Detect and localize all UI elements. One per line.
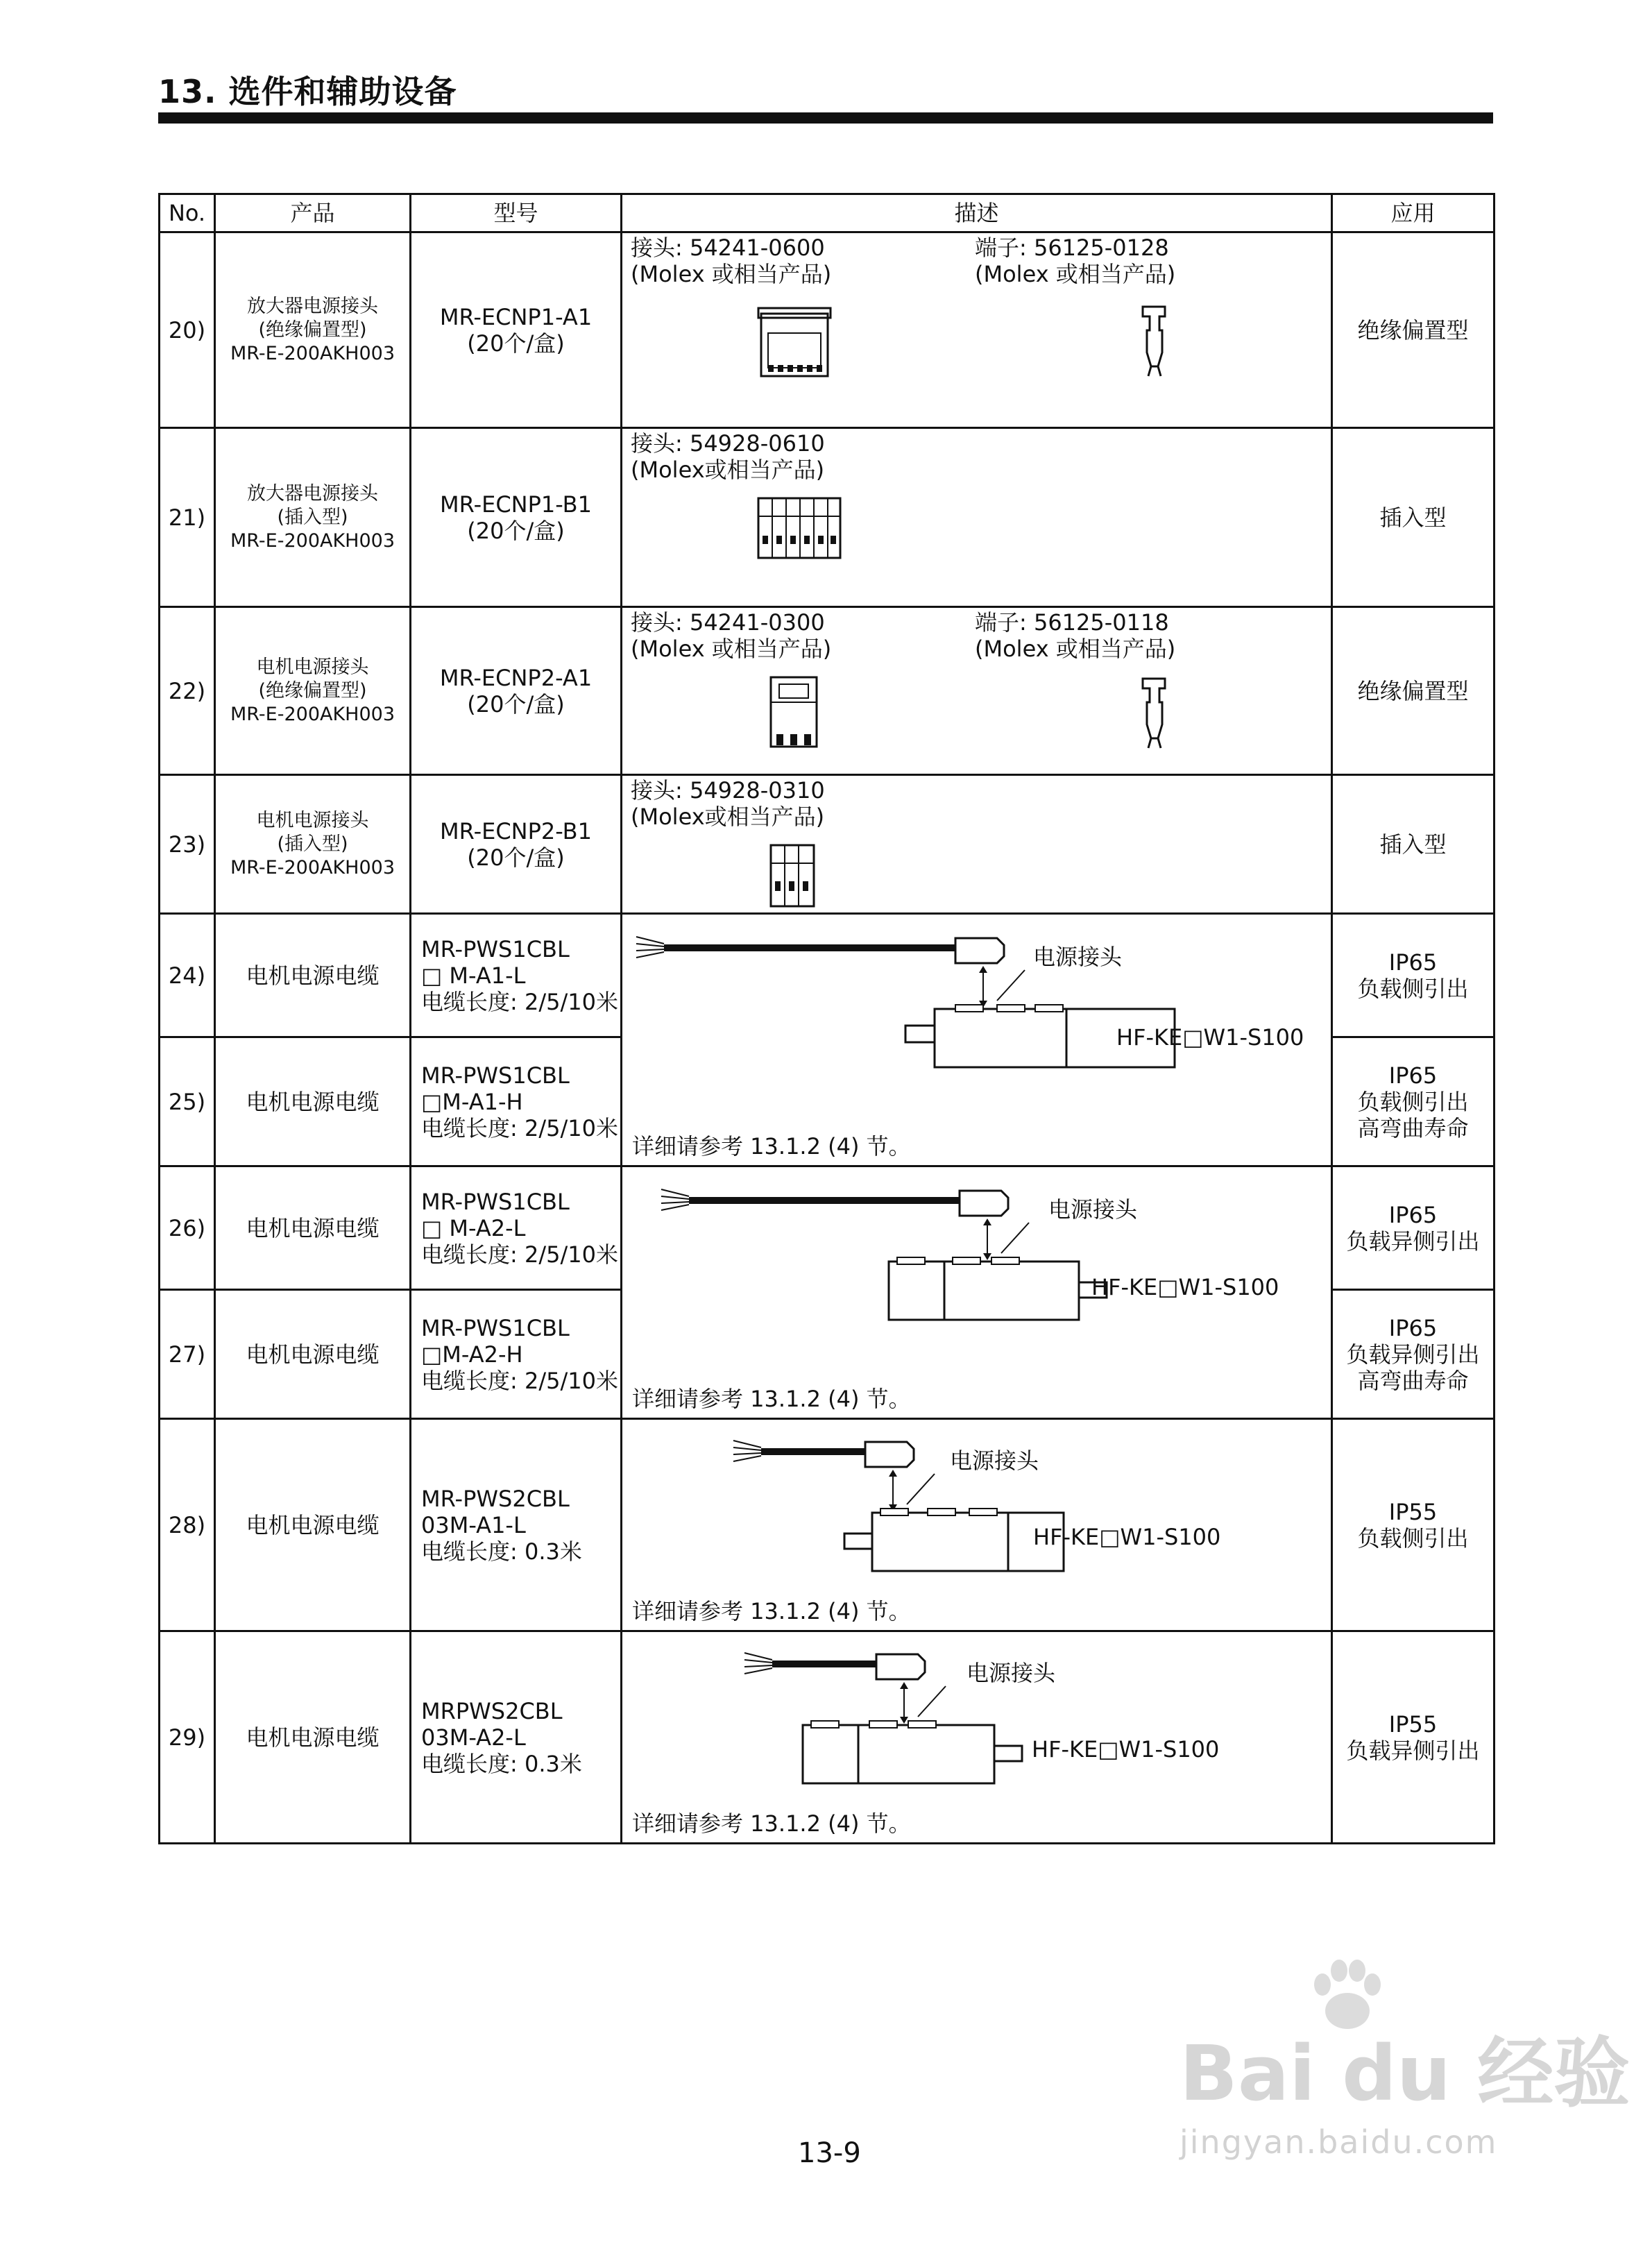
model-line: 电缆长度: 0.3米	[421, 1750, 582, 1777]
application-cell	[1332, 1037, 1495, 1166]
terminal-illustration	[1137, 674, 1172, 751]
row-number: 21)	[160, 428, 215, 607]
row-number: 27)	[160, 1290, 215, 1419]
product-line: 电机电源电缆	[246, 1341, 380, 1368]
model-cell	[411, 232, 622, 428]
product-line: MR-E-200AKH003	[230, 342, 395, 364]
model-line: 电缆长度: 2/5/10米	[421, 1241, 618, 1268]
connector-note: (Molex 或相当产品)	[631, 636, 832, 662]
application-cell	[1332, 1166, 1495, 1290]
product-line: 电机电源电缆	[246, 1724, 380, 1751]
table-row	[160, 1166, 1495, 1290]
connector-6pin-illustration	[758, 305, 835, 382]
row-number: 20)	[160, 232, 215, 428]
connector-part: 接头: 54241-0300	[631, 609, 825, 636]
column-header-no: No.	[160, 194, 215, 232]
product-line: 放大器电源接头	[247, 482, 378, 504]
application-line: 负载异侧引出	[1346, 1737, 1480, 1764]
terminal-illustration	[1137, 303, 1172, 379]
description-cell	[622, 428, 1332, 607]
application-cell	[1332, 607, 1495, 775]
application-cell	[1332, 1419, 1495, 1631]
connector-label: 电源接头	[1033, 944, 1123, 970]
application-line: IP65	[1388, 1062, 1438, 1089]
connector-note: (Molex或相当产品)	[631, 457, 825, 483]
model-line: MR-ECNP2-B1	[440, 817, 592, 844]
product-line: MR-E-200AKH003	[230, 703, 395, 725]
application-line: 高弯曲寿命	[1357, 1114, 1469, 1141]
model-cell	[411, 1037, 622, 1166]
connector-label: 电源接头	[966, 1660, 1056, 1686]
application-cell	[1332, 1631, 1495, 1844]
connector-part: 接头: 54928-0610	[631, 430, 825, 457]
description-cell	[622, 607, 1332, 775]
page-title: 13. 选件和辅助设备	[158, 73, 457, 110]
table-row	[160, 775, 1495, 914]
model-line: MR-ECNP1-B1	[440, 491, 592, 518]
product-cell	[215, 775, 411, 914]
model-line: MR-PWS2CBL	[421, 1485, 570, 1512]
table-row	[160, 232, 1495, 428]
description-cell	[622, 1419, 1332, 1631]
connector-insert-6pin-illustration	[754, 495, 844, 565]
row-number: 25)	[160, 1037, 215, 1166]
product-line: MR-E-200AKH003	[230, 856, 395, 878]
connector-label: 电源接头	[950, 1447, 1039, 1474]
description-cell	[622, 1631, 1332, 1844]
model-line: 电缆长度: 2/5/10米	[421, 1367, 618, 1394]
description-cell	[622, 232, 1332, 428]
terminal-part: 端子: 56125-0128	[975, 235, 1169, 261]
product-line: 电机电源电缆	[246, 1511, 380, 1538]
model-cell	[411, 1631, 622, 1844]
product-cell	[215, 232, 411, 428]
header-rule	[158, 112, 1493, 124]
motor-label: HF-KE□W1-S100	[1033, 1524, 1221, 1550]
terminal-part: 端子: 56125-0118	[975, 609, 1169, 636]
model-line: □M-A1-H	[421, 1088, 523, 1115]
model-line: 电缆长度: 2/5/10米	[421, 1114, 618, 1141]
model-cell	[411, 607, 622, 775]
application-cell	[1332, 1290, 1495, 1419]
reference-note: 详细请参考 13.1.2 (4) 节。	[632, 1810, 911, 1837]
model-line: 电缆长度: 2/5/10米	[421, 988, 618, 1015]
product-line: 放大器电源接头	[247, 295, 378, 317]
row-number: 28)	[160, 1419, 215, 1631]
row-number: 29)	[160, 1631, 215, 1844]
application-line: 绝缘偏置型	[1357, 677, 1469, 704]
model-line: (20个/盒)	[467, 690, 565, 717]
product-cell	[215, 428, 411, 607]
product-line: MR-E-200AKH003	[230, 529, 395, 552]
connector-part: 接头: 54241-0600	[631, 235, 825, 261]
model-line: (20个/盒)	[467, 517, 565, 544]
table-row	[160, 1419, 1495, 1631]
application-line: 插入型	[1379, 504, 1447, 531]
row-number: 22)	[160, 607, 215, 775]
product-cell	[215, 1290, 411, 1419]
connector-note: (Molex或相当产品)	[631, 804, 825, 830]
application-line: IP65	[1388, 949, 1438, 976]
application-line: 插入型	[1379, 831, 1447, 858]
table-header-row	[160, 194, 1495, 232]
description-cell	[622, 914, 1332, 1166]
product-cell	[215, 1419, 411, 1631]
application-line: 负载异侧引出	[1346, 1341, 1480, 1368]
model-line: 03M-A2-L	[421, 1724, 526, 1751]
product-line: 电机电源电缆	[246, 962, 380, 989]
application-cell	[1332, 428, 1495, 607]
column-header-model: 型号	[411, 194, 622, 232]
product-line: 电机电源接头	[256, 809, 369, 831]
reference-note: 详细请参考 13.1.2 (4) 节。	[632, 1386, 911, 1412]
application-cell	[1332, 775, 1495, 914]
model-line: □ M-A2-L	[421, 1214, 526, 1241]
column-header-application: 应用	[1332, 194, 1495, 232]
row-number: 26)	[160, 1166, 215, 1290]
watermark-url: jingyan.baidu.com	[1180, 2123, 1498, 2161]
product-line: 电机电源电缆	[246, 1214, 380, 1241]
application-line: IP65	[1388, 1314, 1438, 1341]
model-line: □ M-A1-L	[421, 962, 526, 989]
model-cell	[411, 428, 622, 607]
column-header-description: 描述	[622, 194, 1332, 232]
application-line: IP65	[1388, 1201, 1438, 1228]
product-line: (绝缘偏置型)	[258, 319, 367, 341]
options-table	[158, 193, 1495, 1844]
reference-note: 详细请参考 13.1.2 (4) 节。	[632, 1133, 911, 1160]
product-cell	[215, 914, 411, 1037]
application-cell	[1332, 914, 1495, 1037]
motor-label: HF-KE□W1-S100	[1032, 1736, 1220, 1763]
model-line: □M-A2-H	[421, 1341, 523, 1368]
connector-part: 接头: 54928-0310	[631, 777, 825, 804]
model-line: MR-PWS1CBL	[421, 935, 570, 962]
model-cell	[411, 914, 622, 1037]
table-row	[160, 1631, 1495, 1844]
application-line: IP55	[1388, 1498, 1438, 1525]
model-line: MR-PWS1CBL	[421, 1314, 570, 1341]
terminal-note: (Molex 或相当产品)	[975, 636, 1176, 662]
connector-insert-3pin-illustration	[767, 842, 822, 912]
product-line: 电机电源接头	[256, 656, 369, 678]
table-row	[160, 607, 1495, 775]
model-line: MRPWS2CBL	[421, 1697, 563, 1724]
reference-note: 详细请参考 13.1.2 (4) 节。	[632, 1598, 911, 1624]
table-row	[160, 428, 1495, 607]
model-line: MR-PWS1CBL	[421, 1062, 570, 1089]
application-line: 负载侧引出	[1357, 1088, 1469, 1115]
product-line: (插入型)	[277, 833, 348, 855]
model-cell	[411, 1166, 622, 1290]
application-line: 负载异侧引出	[1346, 1228, 1480, 1255]
connector-note: (Molex 或相当产品)	[631, 261, 832, 287]
motor-label: HF-KE□W1-S100	[1116, 1024, 1304, 1051]
application-cell	[1332, 232, 1495, 428]
application-line: 负载侧引出	[1357, 1525, 1469, 1552]
description-cell	[622, 1166, 1332, 1419]
table-row	[160, 914, 1495, 1037]
watermark-brand: Bai du 经验	[1180, 2029, 1630, 2118]
application-line: 绝缘偏置型	[1357, 316, 1469, 343]
model-line: 电缆长度: 0.3米	[421, 1538, 582, 1565]
model-line: (20个/盒)	[467, 330, 565, 357]
product-line: (绝缘偏置型)	[258, 679, 367, 702]
model-line: 03M-A1-L	[421, 1511, 526, 1538]
model-line: MR-ECNP1-A1	[439, 303, 593, 330]
row-number: 24)	[160, 914, 215, 1037]
model-cell	[411, 775, 622, 914]
page-number: 13-9	[798, 2137, 861, 2169]
model-cell	[411, 1419, 622, 1631]
application-line: 负载侧引出	[1357, 975, 1469, 1002]
motor-label: HF-KE□W1-S100	[1091, 1274, 1279, 1300]
product-cell	[215, 1631, 411, 1844]
product-cell	[215, 1166, 411, 1290]
row-number: 23)	[160, 775, 215, 914]
product-cell	[215, 607, 411, 775]
product-line: (插入型)	[277, 506, 348, 528]
model-line: (20个/盒)	[467, 844, 565, 871]
application-line: IP55	[1388, 1710, 1438, 1738]
description-cell	[622, 775, 1332, 914]
model-line: MR-ECNP2-A1	[439, 664, 593, 691]
terminal-note: (Molex 或相当产品)	[975, 261, 1176, 287]
application-line: 高弯曲寿命	[1357, 1367, 1469, 1394]
connector-label: 电源接头	[1048, 1196, 1138, 1223]
model-line: MR-PWS1CBL	[421, 1188, 570, 1215]
model-cell	[411, 1290, 622, 1419]
connector-3pin-illustration	[767, 674, 822, 751]
column-header-product: 产品	[215, 194, 411, 232]
product-line: 电机电源电缆	[246, 1088, 380, 1115]
product-cell	[215, 1037, 411, 1166]
